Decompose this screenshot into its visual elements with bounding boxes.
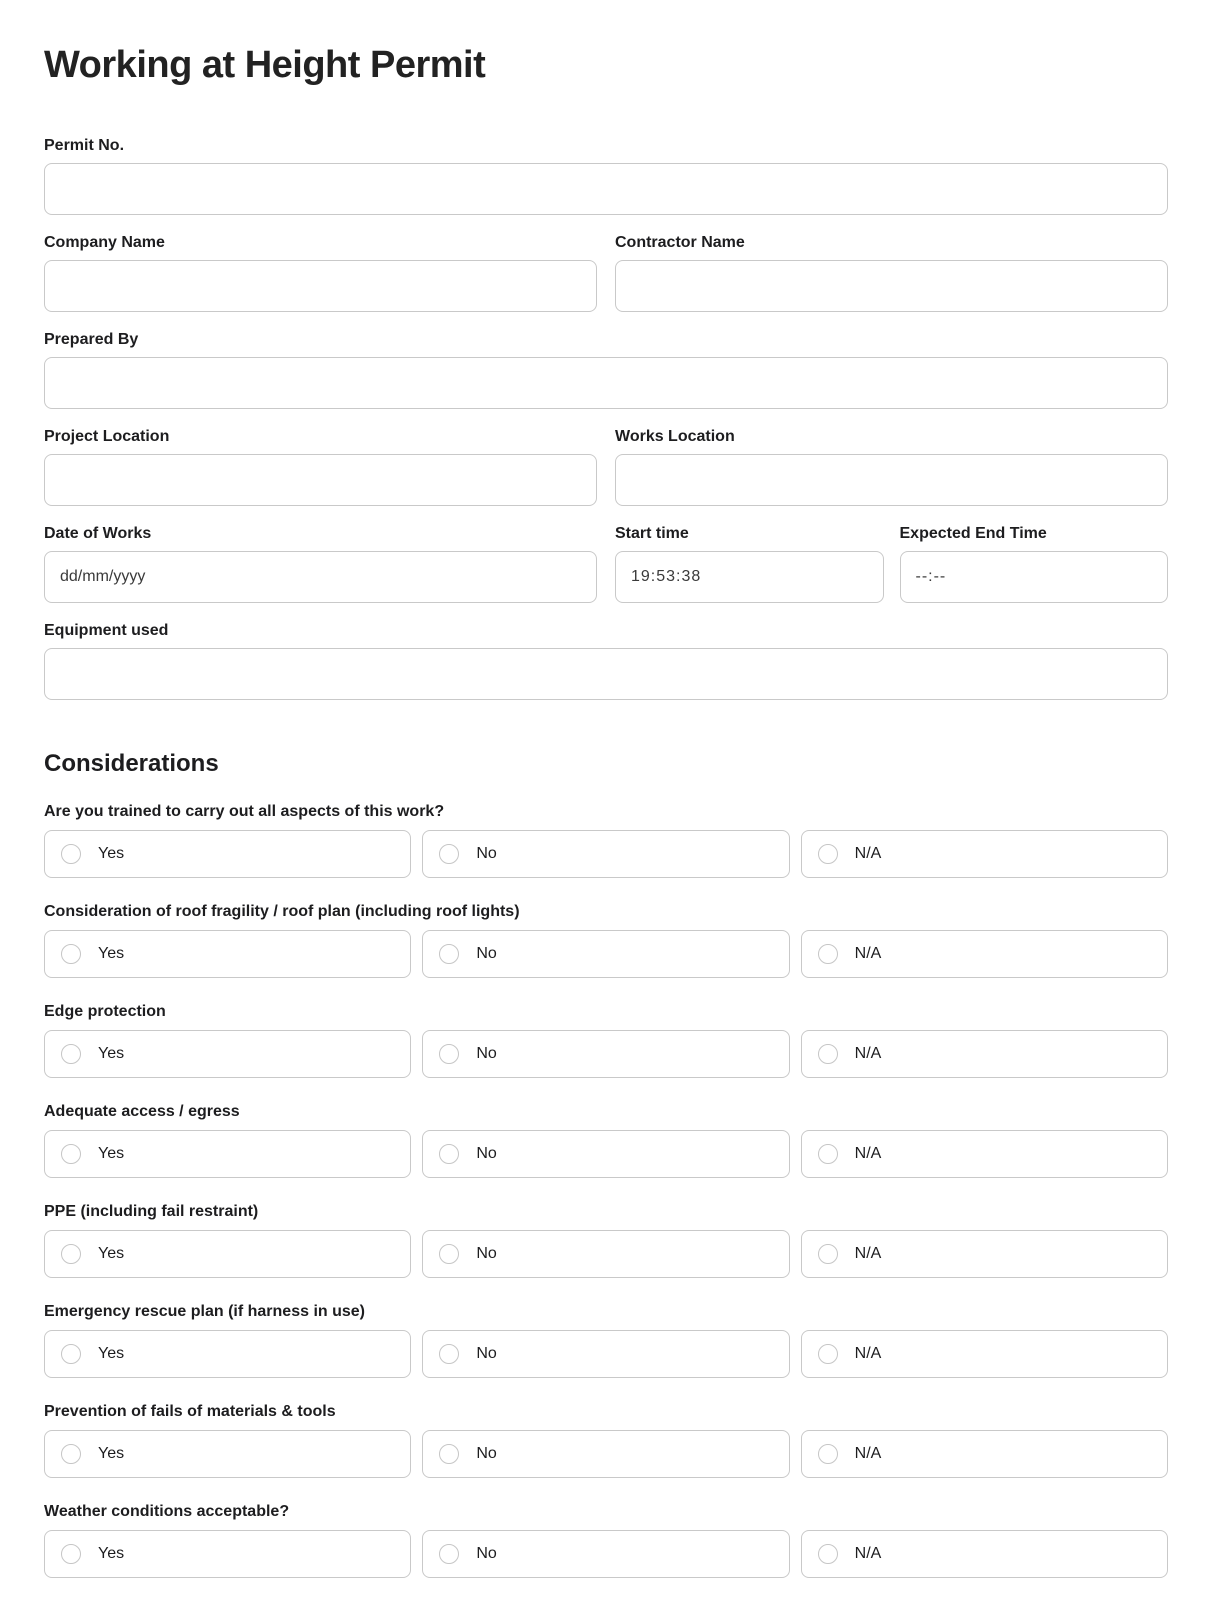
radio-icon[interactable] <box>818 944 838 964</box>
option-label: Yes <box>98 1545 125 1562</box>
field-contractor-name <box>615 234 1168 312</box>
question-label: Prevention of fails of materials & tools <box>44 1403 336 1420</box>
company-name-label: Company Name <box>44 234 165 251</box>
radio-icon[interactable] <box>439 1044 459 1064</box>
option-label: N/A <box>854 1345 882 1362</box>
option-label: No <box>476 1345 497 1362</box>
date-of-works-input[interactable] <box>44 551 597 603</box>
field-works-location <box>615 428 1168 506</box>
option-no[interactable] <box>422 1330 789 1378</box>
option-na[interactable] <box>801 1330 1168 1378</box>
field-project-location <box>44 428 597 506</box>
option-no[interactable] <box>422 1230 789 1278</box>
question-row <box>44 903 1168 978</box>
option-yes[interactable] <box>44 1430 411 1478</box>
radio-icon[interactable] <box>61 1444 81 1464</box>
radio-icon[interactable] <box>61 1044 81 1064</box>
option-no[interactable] <box>422 930 789 978</box>
radio-icon[interactable] <box>439 1244 459 1264</box>
options-row <box>44 1430 1168 1478</box>
radio-icon[interactable] <box>61 1144 81 1164</box>
radio-icon[interactable] <box>818 844 838 864</box>
field-start-time <box>615 525 884 603</box>
question-row <box>44 1403 1168 1478</box>
radio-icon[interactable] <box>61 1544 81 1564</box>
option-yes[interactable] <box>44 830 411 878</box>
page-title: Working at Height Permit <box>44 44 486 86</box>
radio-icon[interactable] <box>439 1344 459 1364</box>
option-label: Yes <box>98 1345 125 1362</box>
question-row <box>44 803 1168 878</box>
option-label: No <box>476 1445 497 1462</box>
option-label: No <box>476 1545 497 1562</box>
permit-no-input[interactable] <box>44 163 1168 215</box>
radio-icon[interactable] <box>439 1444 459 1464</box>
works-location-label: Works Location <box>615 428 735 445</box>
option-no[interactable] <box>422 830 789 878</box>
option-label: N/A <box>854 1545 882 1562</box>
options-row <box>44 1030 1168 1078</box>
option-label: N/A <box>854 1045 882 1062</box>
options-row <box>44 1330 1168 1378</box>
considerations-heading: Considerations <box>44 750 219 777</box>
option-yes[interactable] <box>44 1530 411 1578</box>
option-label: Yes <box>98 1245 125 1262</box>
question-label: Emergency rescue plan (if harness in use) <box>44 1303 366 1320</box>
prepared-by-label: Prepared By <box>44 331 139 348</box>
option-label: No <box>476 1045 497 1062</box>
question-row <box>44 1003 1168 1078</box>
option-label: N/A <box>854 845 882 862</box>
option-label: Yes <box>98 845 125 862</box>
prepared-by-input[interactable] <box>44 357 1168 409</box>
field-date-of-works <box>44 525 597 603</box>
question-row <box>44 1203 1168 1278</box>
option-no[interactable] <box>422 1530 789 1578</box>
questions-list <box>44 803 1168 1578</box>
option-label: N/A <box>854 1145 882 1162</box>
company-name-input[interactable] <box>44 260 597 312</box>
radio-icon[interactable] <box>61 1244 81 1264</box>
radio-icon[interactable] <box>439 1544 459 1564</box>
expected-end-time-input[interactable] <box>900 551 1169 603</box>
field-permit-no <box>44 137 1168 215</box>
expected-end-time-label: Expected End Time <box>899 525 1047 542</box>
option-no[interactable] <box>422 1030 789 1078</box>
options-row <box>44 830 1168 878</box>
radio-icon[interactable] <box>439 1144 459 1164</box>
contractor-name-input[interactable] <box>615 260 1168 312</box>
field-prepared-by <box>44 331 1168 409</box>
option-label: No <box>476 1245 497 1262</box>
equipment-used-label: Equipment used <box>44 622 169 639</box>
option-label: N/A <box>854 1445 882 1462</box>
option-na[interactable] <box>801 930 1168 978</box>
option-label: No <box>476 945 497 962</box>
option-na[interactable] <box>801 830 1168 878</box>
option-yes[interactable] <box>44 1230 411 1278</box>
question-row <box>44 1103 1168 1178</box>
start-time-label: Start time <box>615 525 689 542</box>
works-location-input[interactable] <box>615 454 1168 506</box>
option-yes[interactable] <box>44 930 411 978</box>
options-row <box>44 930 1168 978</box>
options-row <box>44 1230 1168 1278</box>
project-location-label: Project Location <box>44 428 170 445</box>
radio-icon[interactable] <box>818 1344 838 1364</box>
option-na[interactable] <box>801 1230 1168 1278</box>
option-no[interactable] <box>422 1430 789 1478</box>
option-label: Yes <box>98 1145 125 1162</box>
radio-icon[interactable] <box>818 1444 838 1464</box>
radio-icon[interactable] <box>439 944 459 964</box>
option-yes[interactable] <box>44 1130 411 1178</box>
radio-icon[interactable] <box>818 1144 838 1164</box>
start-time-input[interactable] <box>615 551 884 603</box>
option-label: N/A <box>854 945 882 962</box>
option-yes[interactable] <box>44 1330 411 1378</box>
question-label: Adequate access / egress <box>44 1103 240 1120</box>
question-label: Are you trained to carry out all aspects of this work? <box>44 803 445 820</box>
options-row <box>44 1530 1168 1578</box>
option-label: Yes <box>98 1445 125 1462</box>
field-company-name <box>44 234 597 312</box>
radio-icon[interactable] <box>439 844 459 864</box>
field-expected-end-time <box>900 525 1169 603</box>
question-label: PPE (including fail restraint) <box>44 1203 259 1220</box>
question-row <box>44 1303 1168 1378</box>
option-na[interactable] <box>801 1030 1168 1078</box>
radio-icon[interactable] <box>818 1044 838 1064</box>
question-label: Consideration of roof fragility / roof plan (including roof lights) <box>44 903 520 920</box>
project-location-input[interactable] <box>44 454 597 506</box>
question-label: Weather conditions acceptable? <box>44 1503 290 1520</box>
radio-icon[interactable] <box>61 1344 81 1364</box>
radio-icon[interactable] <box>818 1544 838 1564</box>
question-row <box>44 1503 1168 1578</box>
equipment-used-input[interactable] <box>44 648 1168 700</box>
option-na[interactable] <box>801 1430 1168 1478</box>
option-label: No <box>476 845 497 862</box>
option-no[interactable] <box>422 1130 789 1178</box>
radio-icon[interactable] <box>61 944 81 964</box>
permit-no-label: Permit No. <box>44 137 125 154</box>
options-row <box>44 1130 1168 1178</box>
option-yes[interactable] <box>44 1030 411 1078</box>
date-of-works-label: Date of Works <box>44 525 152 542</box>
option-na[interactable] <box>801 1530 1168 1578</box>
option-label: No <box>476 1145 497 1162</box>
question-label: Edge protection <box>44 1003 166 1020</box>
option-na[interactable] <box>801 1130 1168 1178</box>
option-label: Yes <box>98 945 125 962</box>
field-equipment-used <box>44 622 1168 700</box>
radio-icon[interactable] <box>61 844 81 864</box>
contractor-name-label: Contractor Name <box>615 234 745 251</box>
radio-icon[interactable] <box>818 1244 838 1264</box>
option-label: N/A <box>854 1245 882 1262</box>
option-label: Yes <box>98 1045 125 1062</box>
